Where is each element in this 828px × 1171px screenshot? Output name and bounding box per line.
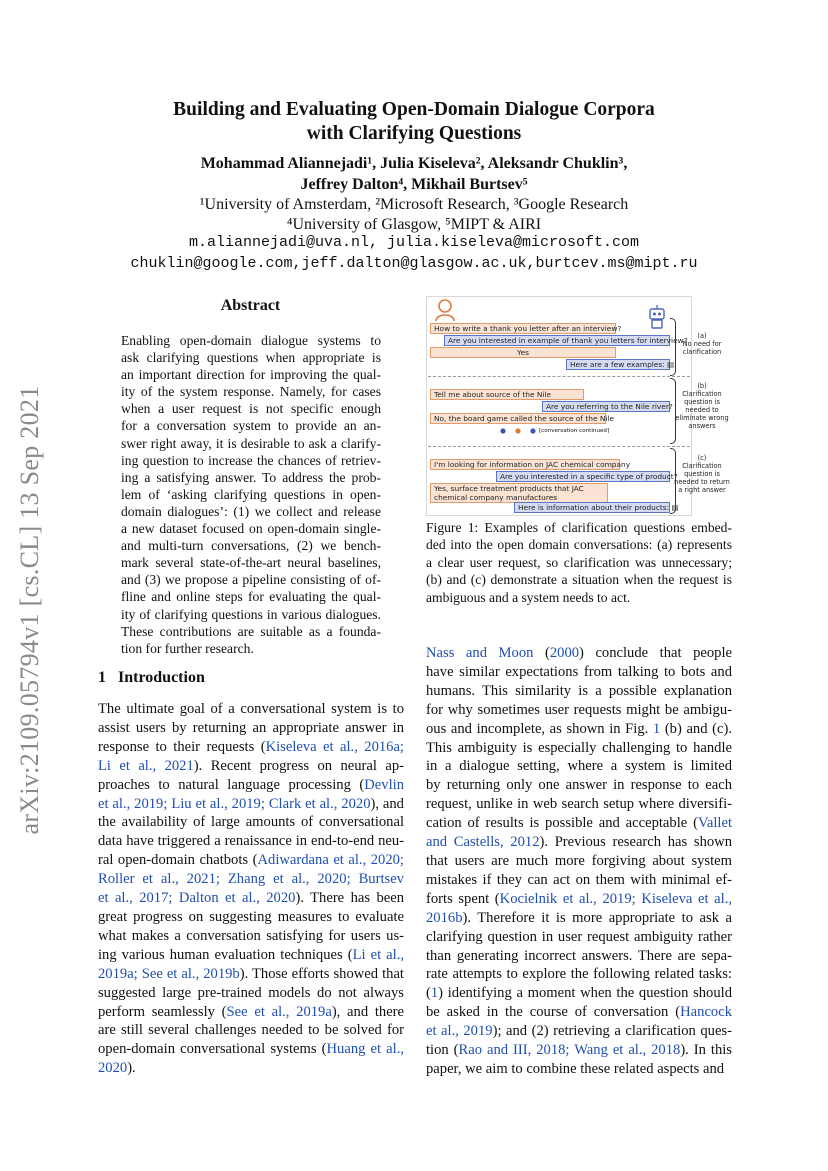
citation-link[interactable]: Clark et al., 2020 — [268, 795, 371, 812]
intro-left-line: open-domain conversational systems (Huang et al., — [98, 1041, 404, 1058]
citation-link[interactable]: Liu et al., 2019; — [171, 795, 265, 812]
section-number: 1 — [98, 669, 106, 686]
intro-right-line: than generating incorrect answers. There are sepa- — [426, 947, 732, 964]
example-a-system-question: Are you interested in example of thank you letters for interview? — [444, 335, 670, 346]
citation-link[interactable]: Burtsev — [358, 871, 404, 888]
intro-left-line: 2019a; See et al., 2019b). Those efforts showed that — [98, 965, 404, 982]
intro-right-line: request, unlike in web search setup where diversifi- — [426, 796, 732, 813]
citation-link[interactable]: Huang et al., — [326, 1041, 404, 1058]
document-icon: ▤ — [671, 503, 679, 512]
intro-right-line: Nass and Moon (2000) conclude that people — [426, 645, 732, 661]
figure-1 — [426, 296, 732, 516]
abstract-line: an important direction for improving the qual- — [121, 367, 381, 383]
citation-link[interactable]: Dalton et al., 2020 — [178, 890, 296, 907]
label-b-letter: (b) — [697, 382, 707, 390]
abstract-line: mark several state-of-the-art neural baselines, — [121, 555, 381, 571]
figure-caption-line: ded into the open domain conversations: (a) represents — [426, 537, 732, 553]
citation-link[interactable]: et al., 2017; — [98, 890, 173, 907]
citation-link[interactable]: Adiwardana et al., 2020; — [257, 852, 404, 869]
example-c-user-query: I'm looking for information on JAC chemical company — [430, 459, 620, 470]
example-a-user-query: How to write a thank you letter after an interview? — [430, 323, 616, 334]
abstract-line: ity of clarifying questions in various dialogues. — [121, 606, 381, 622]
intro-right-line: by returning only one answer in response to each — [426, 777, 732, 794]
intro-left-column — [98, 700, 404, 1078]
abstract-line: tion for further research. — [121, 640, 254, 656]
intro-left-line: are still several challenges needed to be solved for — [98, 1022, 404, 1039]
intro-left-line: proaches to natural language processing (Devlin — [98, 776, 404, 793]
intro-left-line: ral open-domain chatbots (Adiwardana et al., 2020; — [98, 852, 404, 869]
citation-link[interactable]: 2000 — [549, 645, 580, 661]
emails-line-1: m.aliannejadi@uva.nl, julia.kiseleva@microsoft.com — [188, 234, 640, 251]
intro-left-line: suggested large pre-trained models do not always — [98, 984, 404, 1001]
user-avatar-icon — [434, 298, 456, 322]
abstract-line: ing a satisfying answer. To address the prob- — [121, 469, 381, 485]
figure-caption-line: (b) and (c) demonstrate a situation when the request is — [426, 572, 732, 588]
figure-caption-line: ambiguous and a system needs to act. — [426, 589, 631, 605]
section-heading — [98, 669, 205, 687]
citation-link[interactable]: and Castells, 2012 — [426, 834, 540, 851]
citation-link[interactable]: 1 — [652, 720, 661, 737]
citation-link[interactable]: 2019a; — [98, 965, 138, 982]
abstract-body — [121, 332, 381, 657]
intro-left-line: Li et al., 2021). Recent progress on neural ap- — [98, 757, 404, 774]
example-b-system-question: Are you referring to the Nile river? — [542, 401, 670, 412]
intro-right-line: mistakes if they can act on them with minimal ef- — [426, 871, 732, 888]
intro-right-line: humans. This similarity is a possible explanation — [426, 682, 732, 699]
example-a-system-answer — [566, 359, 675, 370]
intro-right-line: rate attempts to explore the following related tasks: — [426, 966, 732, 983]
section-title: Introduction — [118, 669, 205, 686]
abstract-line: for a conversation system to provide an an- — [121, 418, 381, 434]
intro-right-line: This ambiguity is especially challenging to handle — [426, 739, 732, 756]
label-c-letter: (c) — [697, 454, 707, 462]
example-a-user-answer: Yes — [430, 347, 616, 358]
figure-caption-line: Figure 1: Examples of clarification questions embed- — [426, 520, 732, 535]
citation-link[interactable]: Kiseleva et al., 2016a; — [265, 738, 404, 755]
abstract-line: ask clarifying questions when appropriate is — [121, 350, 381, 366]
citation-link[interactable]: 2020 — [98, 1060, 128, 1077]
citation-link[interactable]: Devlin — [364, 776, 404, 793]
abstract-line: These contributions are suitable as a founda- — [121, 623, 381, 639]
document-icon: ▤ — [667, 360, 675, 369]
label-a-letter: (a) — [697, 332, 707, 340]
intro-left-line: ing various human evaluation techniques (Li et al., — [98, 946, 404, 963]
separator — [428, 446, 690, 447]
label-b — [674, 382, 730, 430]
abstract-line: a new dataset focused on open-domain single- — [121, 521, 381, 537]
intro-right-line: (1) identifying a moment when the question should — [426, 985, 732, 1002]
abstract-line: when a user request is not specific enough — [121, 401, 381, 417]
example-a-system-answer-text: Here are a few examples: — [570, 360, 665, 369]
citation-link[interactable]: et al., 2019; — [98, 795, 168, 812]
intro-right-line: tion (Rao and III, 2018; Wang et al., 2018). In this — [426, 1042, 732, 1059]
intro-left-line: et al., 2017; Dalton et al., 2020). There has been — [98, 890, 405, 907]
citation-link[interactable]: Wang et al., 2018 — [574, 1042, 681, 1059]
intro-right-line: for why sometimes user requests might be ambigu- — [426, 701, 732, 718]
intro-right-line: that users are much more forgiving about system — [426, 852, 732, 869]
abstract-line: lem of ‘asking clarifying questions in open- — [121, 486, 381, 502]
intro-left-line: The ultimate goal of a conversational system is to — [98, 701, 404, 717]
label-a — [674, 332, 730, 356]
citation-link[interactable]: Hancock — [680, 1004, 732, 1021]
citation-link[interactable]: 2016b — [426, 909, 463, 926]
citation-link[interactable]: et al., 2019 — [426, 1023, 493, 1040]
intro-left-line: perform seamlessly (See et al., 2019a), and there — [98, 1003, 405, 1020]
separator — [428, 376, 690, 377]
figure-caption-line: a clear user request, so clarification was unnecessary; — [426, 554, 732, 570]
intro-right-line: ous and incomplete, as shown in Fig. 1 (b) and (c). — [426, 720, 732, 737]
citation-link[interactable]: 1 — [430, 985, 439, 1002]
abstract-line: swer right away, it is desirable to ask a clarify- — [121, 435, 381, 451]
intro-right-line: have similar expectations from talking to bots and — [426, 663, 732, 680]
abstract-line: Enabling open-domain dialogue systems to — [121, 333, 381, 348]
arxiv-identifier: arXiv:2109.05794v1 [cs.CL] 13 Sep 2021 — [15, 385, 44, 835]
intro-right-line: 2016b). Therefore it is more appropriate to ask a — [426, 909, 732, 926]
label-c-note: Clarification question is needed to return a right answer — [674, 462, 730, 494]
robot-avatar-icon — [646, 304, 668, 330]
emails-line-2: chuklin@google.com,jeff.dalton@glasgow.ac.uk,burtcev.ms@mipt.ru — [130, 255, 698, 272]
conversation-continued-label: [conversation continued] — [539, 428, 610, 434]
citation-link[interactable]: Vallet — [697, 815, 732, 832]
citation-link[interactable]: Li et al., — [352, 946, 404, 963]
intro-right-line: et al., 2019); and (2) retrieving a clarification ques- — [426, 1023, 732, 1040]
example-b-user-query: Tell me about source of the Nile — [430, 389, 584, 400]
label-a-note: No need for clarification — [682, 340, 722, 356]
intro-right-column — [426, 644, 732, 1079]
intro-right-line: paper, we aim to combine these related aspects and — [426, 1060, 725, 1077]
intro-left-line: great progress on suggesting measures to evaluate — [98, 908, 404, 925]
label-c — [674, 454, 730, 494]
arxiv-stamp — [10, 370, 50, 850]
intro-left-line: assist users by returning an appropriate answer in — [98, 719, 404, 736]
authors-line-2: Jeffrey Dalton⁴, Mikhail Burtsev⁵ — [300, 176, 528, 193]
citation-link[interactable]: Li et al., 2021 — [98, 757, 194, 774]
intro-left-line: what makes a conversation satisfying for users us- — [98, 927, 404, 944]
intro-right-line: be asked in the course of conversation (Hancock — [426, 1004, 732, 1021]
authors-line-1: Mohammad Aliannejadi¹, Julia Kiseleva², Aleksandr Chuklin³, — [200, 155, 628, 172]
intro-left-line: the availability of large amounts of conversational — [98, 814, 404, 831]
citation-link[interactable]: Kocielnik et al., 2019; — [499, 890, 636, 907]
abstract-line: fline and online steps for evaluating the qual- — [121, 589, 381, 605]
intro-right-line: clarifying question in user request ambiguity rather — [426, 928, 732, 945]
intro-left-line: data have triggered a renaissance in end-to-end neu- — [98, 833, 404, 850]
example-c-system-answer-text: Here is information about their products: — [518, 503, 670, 512]
figure-1-caption — [426, 519, 732, 606]
label-b-note: Clarification question is needed to eliminate wrong answers — [675, 390, 729, 430]
intro-right-line: forts spent (Kocielnik et al., 2019; Kiseleva et al., — [426, 890, 732, 907]
example-b-user-answer: No, the board game called the source of the Nile — [430, 413, 606, 424]
citation-link[interactable]: Rao and III, 2018; — [458, 1042, 570, 1059]
citation-link[interactable]: See et al., 2019a — [226, 1003, 332, 1020]
citation-link[interactable]: See et al., 2019b — [141, 965, 240, 982]
citation-link[interactable]: Zhang et al., 2020; — [227, 871, 351, 888]
intro-left-line: et al., 2019; Liu et al., 2019; Clark et al., 2020), and — [98, 795, 404, 812]
paper-title-line-1: Building and Evaluating Open-Domain Dialogue Corpora — [173, 99, 655, 120]
intro-left-line — [98, 870, 404, 889]
example-c-system-answer — [514, 502, 679, 513]
abstract-line: ity of the system response. Namely, for cases — [121, 384, 381, 400]
citation-link[interactable]: Nass and Moon — [426, 645, 534, 661]
intro-right-line: cation of results is possible and acceptable (Vallet — [426, 815, 732, 832]
intro-right-line: and Castells, 2012). Previous research has shown — [426, 834, 732, 851]
intro-left-line: response to their requests (Kiseleva et al., 2016a; — [98, 738, 404, 755]
example-c-system-question: Are you interested in a specific type of product? — [496, 471, 670, 482]
citation-link[interactable]: Kiseleva et al., — [641, 890, 732, 907]
affiliations-line-2: ⁴University of Glasgow, ⁵MIPT & AIRI — [286, 216, 542, 233]
citation-link[interactable]: Roller et al., 2021; — [98, 871, 220, 888]
abstract-heading: Abstract — [220, 297, 281, 314]
abstract-line: and multi-turn conversations, (2) we bench- — [121, 538, 381, 554]
example-c-user-answer: Yes, surface treatment products that JAC chemical company manufactures — [430, 483, 608, 503]
abstract-line: and (3) we propose a pipeline consisting of of- — [121, 572, 381, 588]
paper-title-line-2: with Clarifying Questions — [306, 123, 522, 144]
intro-right-line: in a dialogue setting, where a system is limited — [426, 758, 732, 775]
abstract-line: ing question to increase the chances of retriev- — [121, 452, 381, 468]
affiliations-line-1: ¹University of Amsterdam, ²Microsoft Research, ³Google Research — [199, 196, 629, 213]
intro-left-line: 2020). — [98, 1060, 136, 1077]
abstract-line: domain dialogues’: (1) we collect and release — [121, 503, 381, 519]
